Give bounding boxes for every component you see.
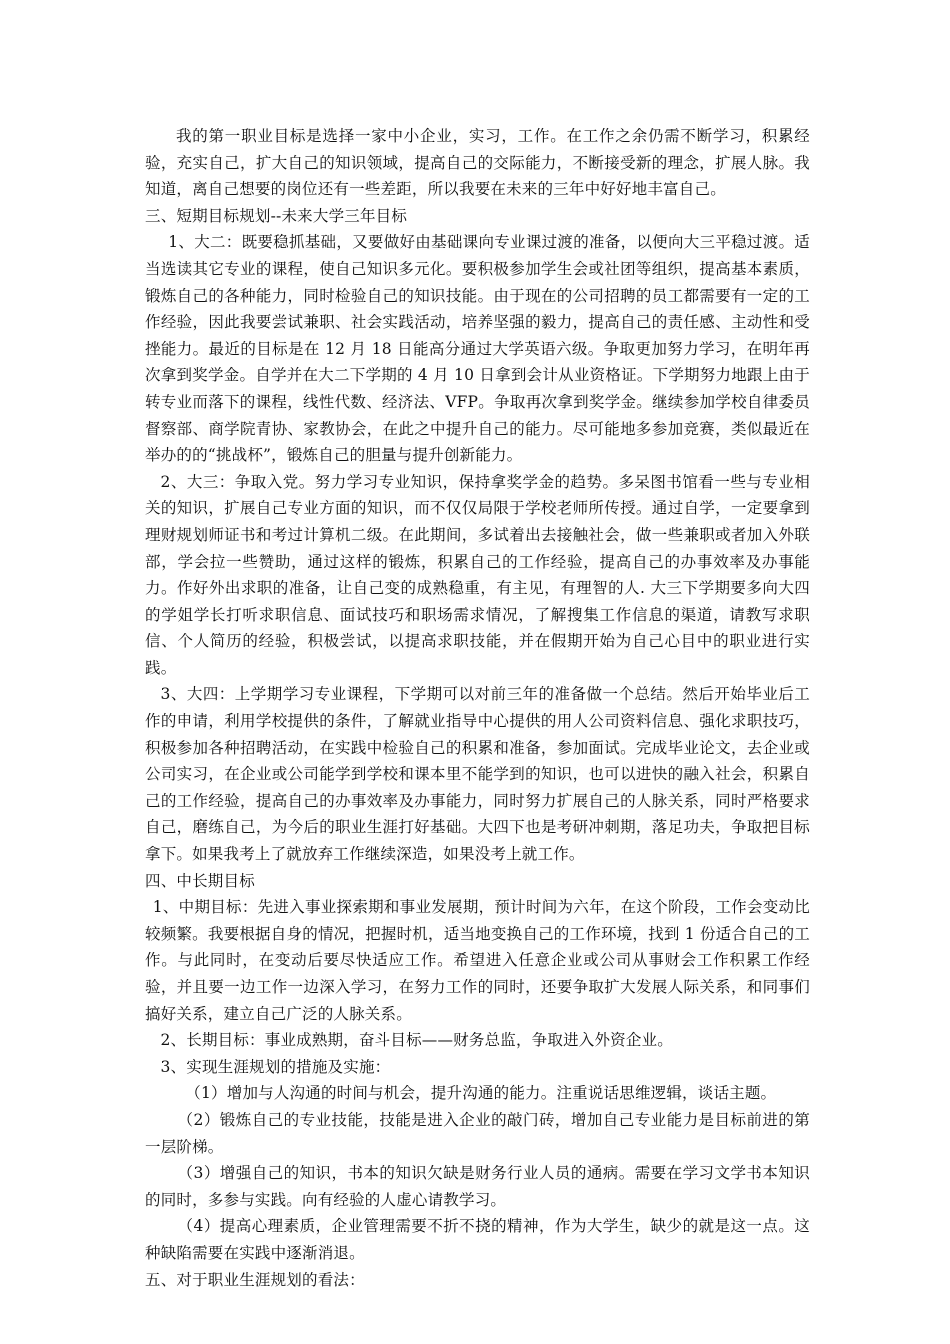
paragraph-year-4: 3、大四：上学期学习专业课程，下学期可以对前三年的准备做一个总结。然后开始毕业后工作的申请，利用学校提供的条件，了解就业指导中心提供的用人公司资料信息、强化求职技巧，积极参加各种招聘活动，在实践中检验自己的积累和准备，参加面试。完成毕业论文，去企业或公司实习，在企业或公司能学到学校和课本里不能学到的知识，也可以进快的融入社会，积累自己的工作经验，提高自己的办事效率及办事能力，同时努力扩展自己的人脉关系，同时严格要求自己，磨练自己，为今后的职业生涯打好基础。大四下也是考研冲刺期，落足功夫，争取把目标拿下。如果我考上了就放弃工作继续深造，如果没考上就工作。 [145,685,810,864]
heading-section-4: 四、中长期目标 [145,871,255,890]
paragraph-year-2: 1、大二：既要稳抓基础，又要做好由基础课向专业课过渡的准备，以便向大三平稳过渡。适当选读其它专业的课程，使自己知识多元化。要积极参加学生会或社团等组织，提高基本素质，锻炼自己的各种能力，同时检验自己的知识技能。由于现在的公司招聘的员工都需要有一定的工作经验，因此我要尝试兼职、社会实践活动，培养坚强的毅力，提高自己的责任感、主动性和受挫能力。最近的目标是在 12 月 18 日能高分通过大学英语六级。争取更加努力学习，在明年再次拿到奖学金。自学并在大二下学期的 4 月 10 日拿到会计从业资格证。下学期努力地跟上由于转专业而落下的课程，线性代数、经济法、VFP。争取再次拿到奖学金。继续参加学校自律委员督察部、商学院青协、家教协会，在此之中提升自己的能力。尽可能地多参加竞赛，类似最近在举办的的“挑战杯”，锻炼自己的胆量与提升创新能力。 [145,233,810,465]
measure-item-3: （3）增强自己的知识，书本的知识欠缺是财务行业人员的通病。需要在学习文学书本知识的同时，多参与实践。向有经验的人虚心请教学习。 [145,1164,810,1209]
paragraph-year-3: 2、大三：争取入党。努力学习专业知识，保持拿奖学金的趋势。多呆图书馆看一些与专业相关的知识，扩展自己专业方面的知识，而不仅仅局限于学校老师所传授。通过自学，一定要拿到理财规划师证书和考过计算机二级。在此期间，多试着出去接触社会，做一些兼职或者加入外联部，学会拉一些赞助，通过这样的锻炼，积累自己的工作经验，提高自己的办事效率及办事能力。作好外出求职的准备，让自己变的成熟稳重，有主见，有理智的人. 大三下学期要多向大四的学姐学长打听求职信息、面试技巧和职场需求情况，了解搜集工作信息的渠道，请教写求职信、个人简历的经验，积极尝试，以提高求职技能，并在假期开始为自己心目中的职业进行实践。 [145,472,810,677]
paragraph-intro: 我的第一职业目标是选择一家中小企业，实习，工作。在工作之余仍需不断学习，积累经验，充实自己，扩大自己的知识领域，提高自己的交际能力，不断接受新的理念，扩展人脉。我知道，离自己想要的岗位还有一些差距，所以我要在未来的三年中好好地丰富自己。 [145,127,810,199]
heading-section-3: 三、短期目标规划--未来大学三年目标 [145,206,408,225]
measure-item-1: （1）增加与人沟通的时间与机会，提升沟通的能力。注重说话思维逻辑，谈话主题。 [185,1084,777,1103]
document-body [145,123,810,1293]
measure-item-2: （2）锻炼自己的专业技能，技能是进入企业的敲门砖，增加自己专业能力是目标前进的第一层阶梯。 [145,1110,810,1156]
paragraph-mid-term: 1、中期目标：先进入事业探索期和事业发展期，预计时间为六年，在这个阶段，工作会变动比较频繁。我要根据自身的情况，把握时机，适当地变换自己的工作环境，找到 1 份适合自己的工作。与此同时，在变动后要尽快适应工作。希望进入任意企业或公司从事财会工作积累工作经验，并且要一边工作一边深入学习，在努力工作的同时，还要争取扩大发展人际关系，和同事们搞好关系，建立自己广泛的人脉关系。 [145,898,810,1023]
measure-item-4: （4）提高心理素质，企业管理需要不折不挠的精神，作为大学生，缺少的就是这一点。这种缺陷需要在实践中逐渐消退。 [145,1217,810,1262]
paragraph-long-term: 2、长期目标：事业成熟期，奋斗目标——财务总监，争取进入外资企业。 [160,1031,673,1050]
heading-section-5: 五、对于职业生涯规划的看法： [145,1270,365,1289]
paragraph-measures: 3、实现生涯规划的措施及实施： [160,1057,391,1076]
